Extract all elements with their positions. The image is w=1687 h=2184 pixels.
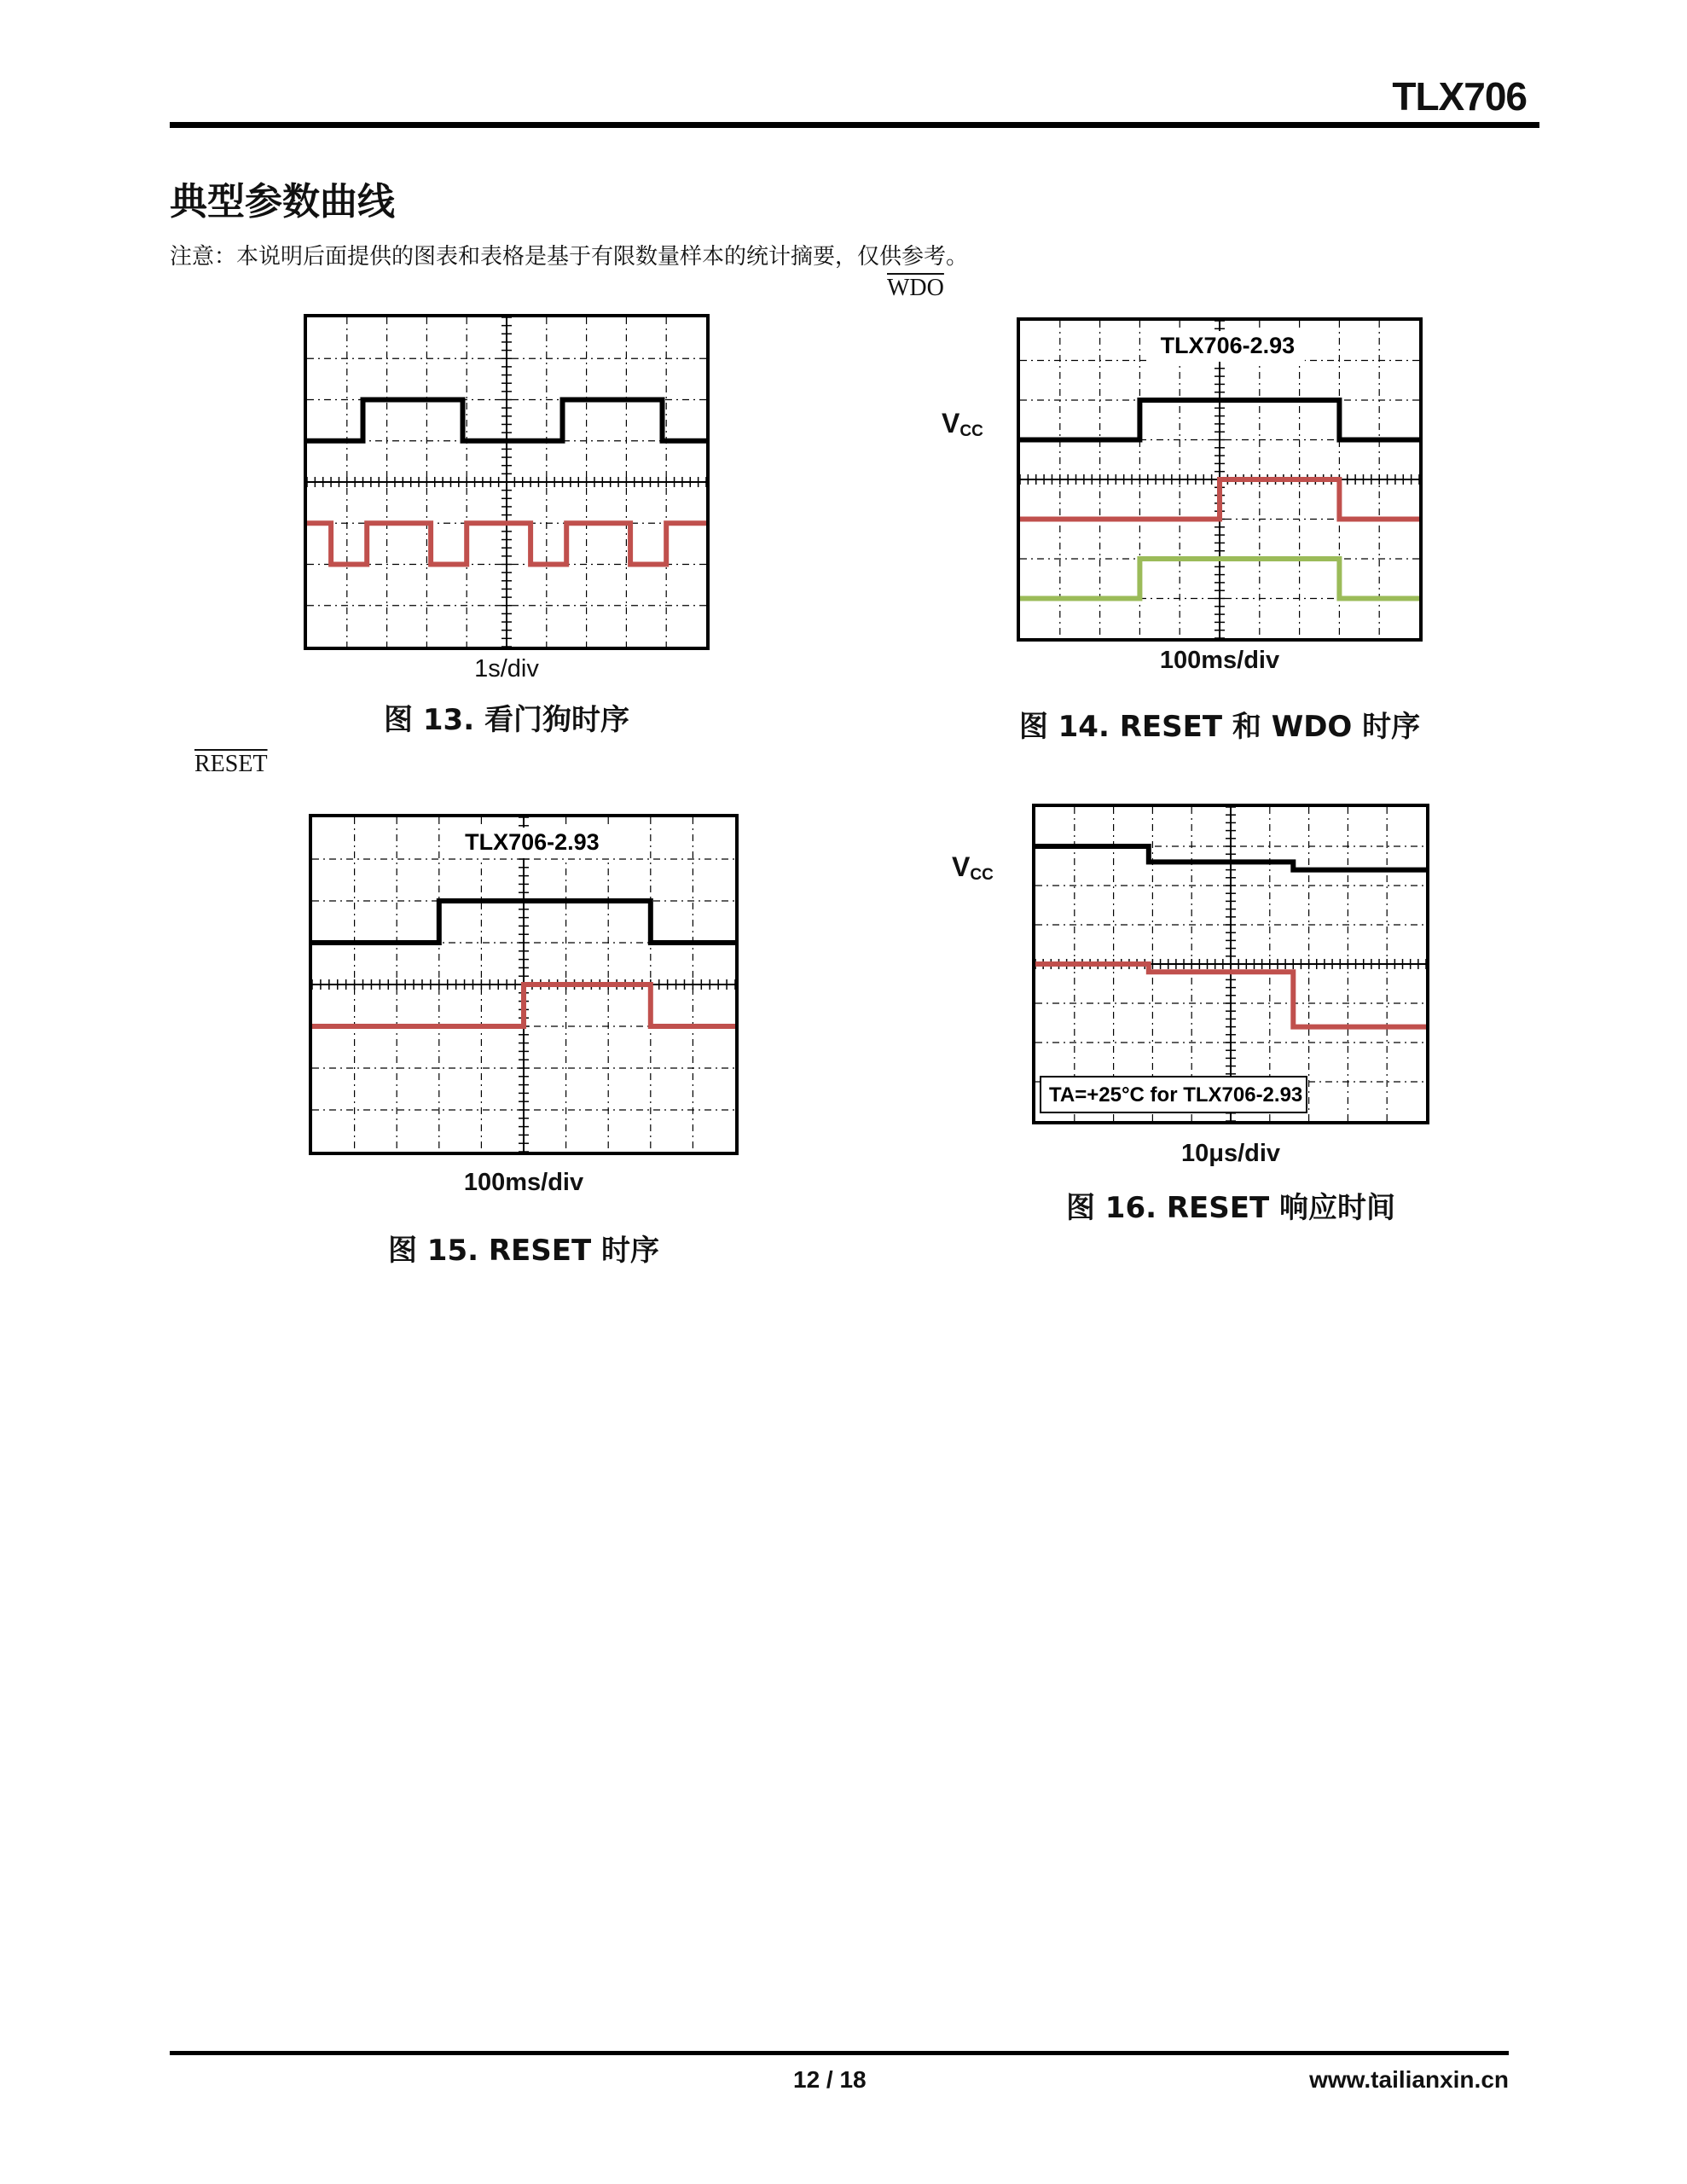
figure-16-vcc-label: $V_{CC}$ xyxy=(952,851,994,884)
website: www.tailianxin.cn xyxy=(1309,2066,1509,2093)
figure-14-vcc-label: $V_{CC}$ xyxy=(942,408,983,440)
figure-13-scope xyxy=(304,314,710,650)
part-number: TLX706 xyxy=(1392,74,1527,119)
annotation-text: TA=+25°C for TLX706-2.93 xyxy=(1049,1083,1303,1107)
note-text: 注意：本说明后面提供的图表和表格是基于有限数量样本的统计摘要，仅供参考。 xyxy=(170,244,969,270)
figure-14-scope xyxy=(1017,317,1423,642)
figure-15-caption: 图 15. RESET 时序 xyxy=(387,1234,660,1268)
figure-15-plot xyxy=(309,814,739,1155)
footer-rule xyxy=(170,2051,1509,2055)
figure-14-plot xyxy=(1017,317,1423,642)
figure-13-plot xyxy=(304,314,710,650)
figure-14-timebase: 100ms/div xyxy=(1159,647,1280,674)
reset-label: RESET xyxy=(194,751,268,777)
plot-title: TLX706-2.93 xyxy=(1160,333,1296,358)
figure-15-timebase: 100ms/div xyxy=(463,1169,584,1196)
plot-title: TLX706-2.93 xyxy=(465,829,600,855)
figure-13-caption: 图 13. 看门狗时序 xyxy=(384,703,629,737)
figure-15-scope xyxy=(309,814,739,1155)
figure-16-plot xyxy=(1032,804,1429,1124)
figure-14-caption: 图 14. RESET 和 WDO 时序 xyxy=(1018,710,1421,744)
figure-16-scope xyxy=(1032,804,1429,1124)
figure-13-timebase: 1s/div xyxy=(474,655,539,682)
wdo-label: $\overline{WDO}$ xyxy=(887,275,944,301)
section-title: 典型参数曲线 xyxy=(170,180,395,224)
page-number: 12 / 18 xyxy=(793,2066,867,2093)
figure-16-timebase: 10μs/div xyxy=(1180,1140,1281,1167)
header-rule xyxy=(170,122,1539,128)
figure-16-caption: 图 16. RESET 响应时间 xyxy=(1065,1191,1396,1225)
